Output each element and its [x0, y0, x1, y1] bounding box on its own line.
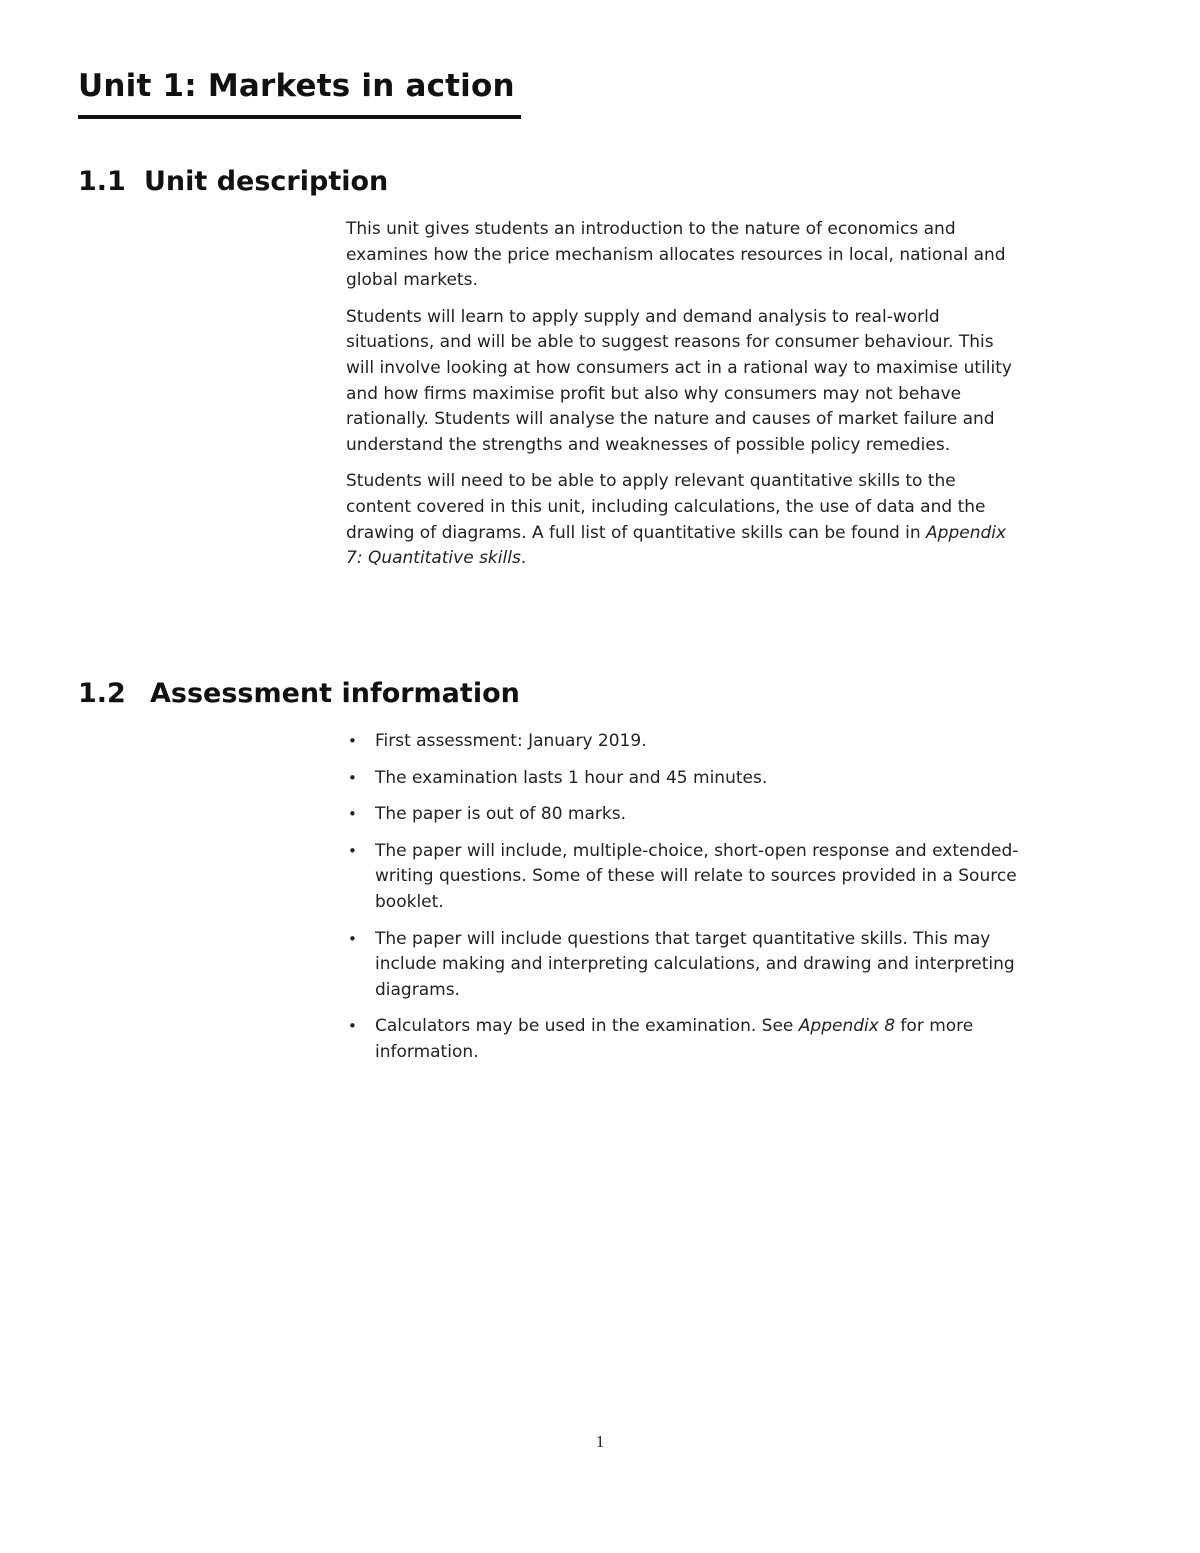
- list-item: [346, 1014, 1026, 1065]
- assessment-bullet-list: [346, 729, 1026, 1066]
- list-item-text: The paper is out of 80 marks.: [375, 804, 626, 825]
- section-number: 1.1: [78, 166, 126, 197]
- list-item: [346, 729, 1026, 755]
- bullet-icon: •: [348, 841, 357, 860]
- list-item-text: for more information.: [375, 1016, 974, 1062]
- list-item: [346, 839, 1026, 916]
- section-title: Unit description: [144, 166, 389, 197]
- list-item: [346, 766, 1026, 792]
- page-number: 1: [595, 1432, 605, 1451]
- list-item-text: The paper will include, multiple-choice, short-open response and extended-writing questions. Some of these will relate to sources provided in a Source booklet.: [375, 840, 1019, 912]
- description-paragraph: Students will learn to apply supply and demand analysis to real-world situations, and will be able to suggest reasons for consumer behaviour. This will involve looking at how consumers act in a rational way to maximise utility and how firms maximise profit but also why consumers may not behave rationally. Students will analyse the nature and causes of market failure and understand the strengths and weaknesses of possible policy remedies.: [346, 306, 1012, 455]
- list-item-text: The examination lasts 1 hour and 45 minutes.: [375, 767, 768, 788]
- paragraph-text: .: [520, 548, 527, 569]
- description-paragraph: This unit gives students an introduction to the nature of economics and examines how the price mechanism allocates resources in local, national and global markets.: [346, 219, 1006, 291]
- bullet-icon: •: [348, 732, 357, 750]
- bullet-icon: •: [348, 929, 357, 948]
- unit-title: Unit 1: Markets in action: [78, 68, 515, 104]
- appendix-reference: Appendix 8: [798, 1016, 896, 1037]
- section-title: Assessment information: [150, 678, 520, 709]
- description-paragraph: [346, 469, 1026, 571]
- section-number: 1.2: [78, 678, 126, 709]
- list-item: [346, 927, 1026, 1004]
- list-item: [346, 802, 1026, 828]
- bullet-icon: •: [348, 768, 357, 787]
- bullet-icon: •: [348, 805, 357, 824]
- list-item-text: Calculators may be used in the examination. See: [375, 1016, 799, 1037]
- paragraph-text: Students will need to be able to apply relevant quantitative skills to the content covered in this unit, including calculations, the use of data and the drawing of diagrams. A full list of quantitative skills can be found in: [346, 471, 986, 543]
- appendix-reference: Appendix 7: Quantitative skills: [346, 522, 1007, 569]
- section-heading-unit-description: [78, 166, 388, 197]
- bullet-icon: •: [348, 1017, 357, 1036]
- unit-description-body: [346, 217, 1026, 583]
- list-item-text: First assessment: January 2019.: [375, 731, 647, 751]
- list-item-text: The paper will include questions that target quantitative skills. This may include making and interpreting calculations, and drawing and interpreting diagrams.: [375, 928, 1015, 1000]
- title-underline: [78, 115, 521, 119]
- assessment-information-body: [346, 729, 1026, 1077]
- section-heading-assessment-information: [78, 678, 520, 709]
